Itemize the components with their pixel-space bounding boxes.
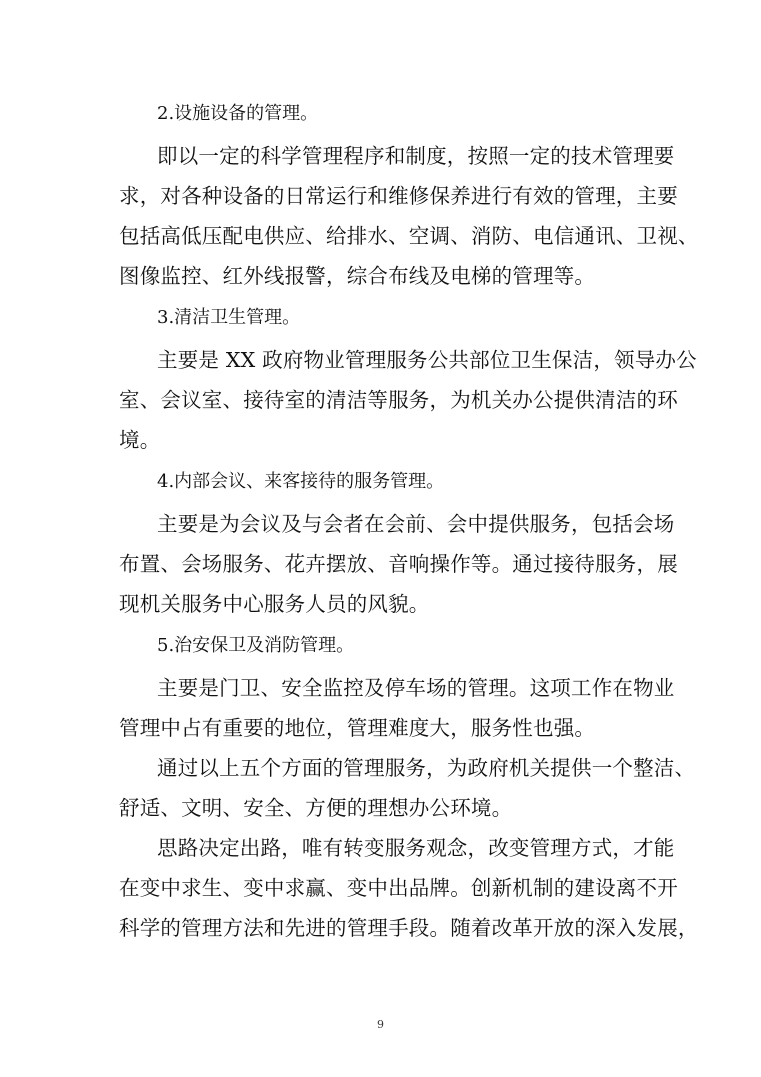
- paragraph-line: 管理中占有重要的地位，管理难度大，服务性也强。: [119, 716, 596, 740]
- page-number: 9: [377, 1018, 384, 1031]
- paragraph-line: 境。: [119, 428, 161, 452]
- paragraph-line: 舒适、文明、安全、方便的理想办公环境。: [119, 796, 513, 820]
- paragraph-line: 在变中求生、变中求赢、变中出品牌。创新机制的建设离不开: [119, 876, 678, 900]
- paragraph-line: 即以一定的科学管理程序和制度，按照一定的技术管理要: [157, 144, 675, 168]
- document-body: [119, 92, 699, 948]
- paragraph-line: 布置、会场服务、花卉摆放、音响操作等。通过接待服务，展: [119, 552, 678, 576]
- section-heading: 2.设施设备的管理。: [157, 103, 319, 124]
- section-heading: 4.内部会议、来客接待的服务管理。: [157, 471, 445, 492]
- paragraph-line: 现机关服务中心服务人员的风貌。: [119, 592, 430, 616]
- section-heading: 3.清洁卫生管理。: [157, 307, 301, 328]
- paragraph-line: 图像监控、红外线报警，综合布线及电梯的管理等。: [119, 264, 596, 288]
- paragraph-line: 主要是为会议及与会者在会前、会中提供服务，包括会场: [157, 512, 675, 536]
- paragraph-line: 室、会议室、接待室的清洁等服务，为机关办公提供清洁的环: [119, 388, 678, 412]
- section-heading: 5.治安保卫及消防管理。: [157, 635, 355, 656]
- paragraph-line: 求，对各种设备的日常运行和维修保养进行有效的管理，主要: [119, 184, 678, 208]
- paragraph-line: 主要是门卫、安全监控及停车场的管理。这项工作在物业: [157, 676, 675, 700]
- paragraph-line: 包括高低压配电供应、给排水、空调、消防、电信通讯、卫视、: [119, 224, 699, 248]
- paragraph-line: 主要是 XX 政府物业管理服务公共部位卫生保洁，领导办公: [157, 348, 697, 372]
- paragraph-line: 通过以上五个方面的管理服务，为政府机关提供一个整洁、: [157, 756, 696, 780]
- paragraph-line: 科学的管理方法和先进的管理手段。随着改革开放的深入发展，: [119, 916, 699, 940]
- paragraph-line: 思路决定出路，唯有转变服务观念，改变管理方式，才能: [157, 836, 675, 860]
